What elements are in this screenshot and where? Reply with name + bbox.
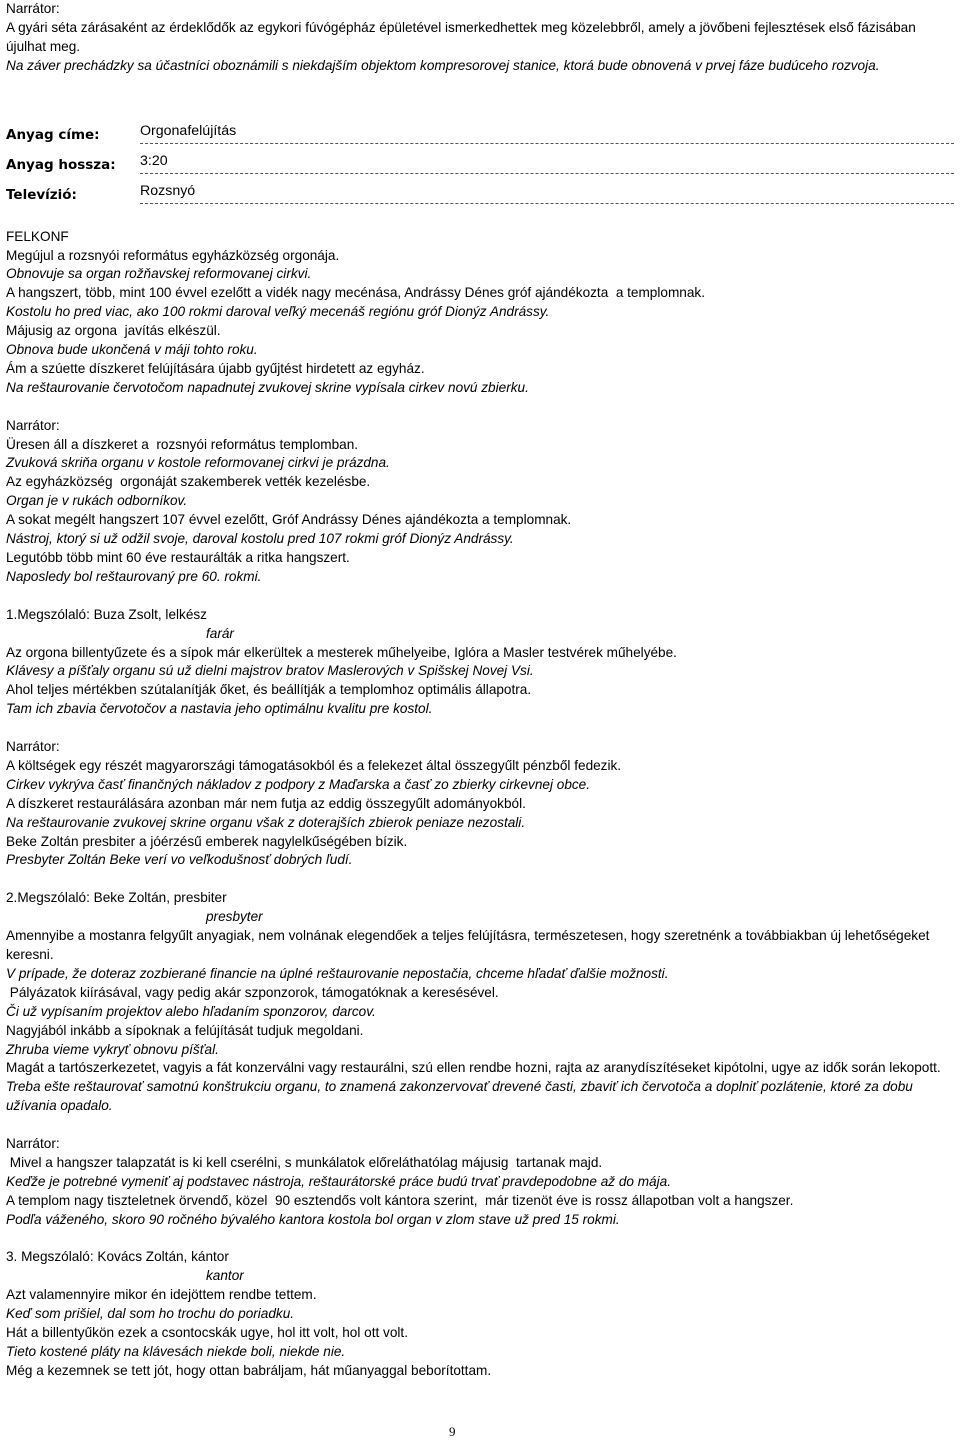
text-line: A költségek egy részét magyarországi támogatásokból és a felekezet által összegyűlt pénzből fedezik. (6, 757, 622, 773)
text-line: Beke Zoltán presbiter a jóérzésű emberek nagylelkűségében bízik. (6, 833, 408, 849)
translation-line: Nástroj, ktorý si už odžil svoje, daroval kostolu pred 107 rokmi gróf Dionýz Andrássy. (6, 531, 514, 547)
text-line: A templom nagy tiszteletnek örvendő, közel 90 esztendős volt kántora szerint, már tizenöt éve is rossz állapotban volt a hangszer. (6, 1192, 794, 1208)
translation-line: V prípade, že doteraz zozbierané financie na úplné reštaurovanie nepostačia, chceme hľadať ďalšie možnosti. (6, 965, 669, 981)
translation-line: Tieto kostené pláty na klávesách niekde boli, niekde nie. (6, 1344, 346, 1359)
text-line: A gyári séta zárásaként az érdeklődők az egykori fúvógépház épületével ismerkedhettek meg közelebbről, amely a jövőbeni fejlesztések első fázisában újulhat meg. (6, 19, 920, 54)
intro-section (6, 0, 954, 76)
translation-line: Organ je v rukách odborníkov. (6, 493, 188, 509)
text-line: Azt valamennyire mikor én idejöttem rendbe tettem. (6, 1287, 317, 1303)
text-line: Még a kezemnek se tett jót, hogy ottan babráljam, hát műanyaggal beborítottam. (6, 1362, 492, 1378)
text-line: 2.Megszólaló: Beke Zoltán, presbiter (6, 890, 227, 906)
text-line: Narrátor: (6, 1136, 60, 1152)
translation-line: Kostolu ho pred viac, ako 100 rokmi daroval veľký mecenáš regiónu gróf Dionýz Andrássy. (6, 304, 550, 320)
translation-line: Obnovuje sa organ rožňavskej reformovanej cirkvi. (6, 266, 312, 282)
text-line: Legutóbb több mint 60 éve restaurálták a ritka hangszert. (6, 550, 350, 566)
translation-line: Na reštaurovanie červotočom napadnutej zvukovej skrine vypísala cirkev novú zbierku. (6, 379, 529, 395)
text-line: Ám a szúette díszkeret felújítására újabb gyűjtést hirdetett az egyház. (6, 360, 425, 376)
text-line: 3. Megszólaló: Kovács Zoltán, kántor (6, 1249, 229, 1265)
translation-line: Cirkev vykrýva časť finančných nákladov z podpory z Maďarska a časť zo zbierky cirkevnej obce. (6, 776, 591, 792)
translation-line: Tam ich zbavia červotočov a nastavia jeho optimálnu kvalitu pre kostol. (6, 701, 433, 717)
paragraph-gap (6, 587, 954, 606)
tv-row (6, 174, 954, 204)
translation-line: Zvuková skriňa organu v kostole reformovanej cirkvi je prázdna. (6, 455, 390, 471)
text-line: A hangszert, több, mint 100 évvel ezelőtt a vidék nagy mecénása, Andrássy Dénes gróf ajándékozta a templomnak. (6, 285, 705, 301)
text-line: Hát a billentyűkön ezek a csontocskák ugye, hol itt volt, hol ott volt. (6, 1325, 408, 1341)
text-line: Narrátor: (6, 417, 60, 433)
text-line: Üresen áll a díszkeret a rozsnyói református templomban. (6, 436, 359, 452)
tv-label: Televízió: (6, 186, 77, 203)
translation-line: farár (206, 625, 234, 641)
translation-line: Na reštaurovanie zvukovej skrine organu však z doterajších zbierok peniaze nezostali. (6, 814, 526, 830)
paragraph-gap (6, 719, 954, 738)
translation-line: kantor (206, 1268, 244, 1284)
text-line: Megújul a rozsnyói református egyházközség orgonája. (6, 247, 340, 263)
text-line: Magát a tartószerkezetet, vagyis a fát konzerválni vagy restaurálni, szú ellen rendbe hozni, rajta az aranydíszítéseket kipótolni, ugye az idők során lekopott. (6, 1060, 941, 1076)
text-line: Narrátor: (6, 739, 60, 755)
paragraph-gap (6, 870, 954, 889)
translation-line: Či už vypísaním projektov alebo hľadaním sponzorov, darcov. (6, 1003, 376, 1019)
title-label: Anyag címe: (6, 126, 100, 143)
translation-line: Presbyter Zoltán Beke verí vo veľkodušnosť dobrých ľudí. (6, 852, 353, 868)
text-line: A sokat megélt hangszert 107 évvel ezelőtt, Gróf Andrássy Dénes ajándékozta a templomnak. (6, 512, 572, 528)
text-line: Amennyibe a mostanra felgyűlt anyagiak, nem volnának elegendőek a teljes felújításra, természetesen, hogy szeretnénk a továbbiakban új lehetőségeket keresni. (6, 928, 934, 962)
text-line: Narrátor: (6, 1, 60, 16)
title-value: Orgonafelújítás (140, 121, 954, 144)
text-line: Az egyházközség orgonáját szakemberek vették kezelésbe. (6, 474, 371, 490)
text-line: Az orgona billentyűzete és a sípok már elkerültek a mesterek műhelyeibe, Iglóra a Masler testvérek műhelyébe. (6, 644, 677, 660)
text-line: Nagyjából inkább a sípoknak a felújítását tudjuk megoldani. (6, 1022, 364, 1038)
text-line: FELKONF (6, 228, 69, 244)
paragraph-gap (6, 398, 954, 417)
translation-line: Treba ešte reštaurovať samotnú konštrukciu organu, to znamená zakonzervovať drevené časti, zbaviť ich červotoča a doplniť pozlátenie, ktoré za dobu užívania opadalo. (6, 1079, 917, 1114)
paragraph-gap (6, 1116, 954, 1135)
translation-line: Zhruba vieme vykryť obnovu píšťal. (6, 1041, 219, 1057)
text-line: Mivel a hangszer talapzatát is ki kell cserélni, s munkálatok előreláthatólag májusig tartanak majd. (6, 1154, 603, 1170)
title-row (6, 114, 954, 144)
script-body (6, 228, 954, 1381)
translation-line: Podľa váženého, skoro 90 ročného bývalého kantora kostola bol organ v zlom stave už pred 15 rokmi. (6, 1211, 620, 1227)
document-page (6, 0, 954, 1440)
translation-line: Keďže je potrebné vymeniť aj podstavec nástroja, reštaurátorské práce budú trvať pravdepodobne až do mája. (6, 1173, 671, 1189)
paragraph-gap (6, 1230, 954, 1249)
translation-line: Klávesy a píšťaly organu sú už dielni majstrov bratov Maslerových v Spišskej Novej Vsi. (6, 663, 534, 679)
text-line: A díszkeret restaurálására azonban már nem futja az eddig összegyűlt adományokból. (6, 795, 526, 811)
translation-line: Naposledy bol reštaurovaný pre 60. rokmi. (6, 568, 262, 584)
translation-line: Keď som prišiel, dal som ho trochu do poriadku. (6, 1306, 295, 1322)
text-line: 1.Megszólaló: Buza Zsolt, lelkész (6, 606, 207, 622)
tv-value: Rozsnyó (140, 181, 954, 204)
text-line: Májusig az orgona javítás elkészül. (6, 323, 221, 339)
length-value: 3:20 (140, 151, 954, 174)
translation-line: Obnova bude ukončená v máji tohto roku. (6, 342, 258, 358)
translation-line: Na záver prechádzky sa účastníci oboznámili s niekdajším objektom kompresorovej stanice, ktorá bude obnovená v prvej fáze budúceho rozvoja. (6, 57, 880, 73)
page-number: 9 (449, 1424, 456, 1439)
translation-line: presbyter (206, 909, 263, 925)
length-label: Anyag hossza: (6, 156, 116, 173)
length-row (6, 144, 954, 174)
text-line: Ahol teljes mértékben szútalanítják őket, és beállítják a templomhoz optimális állapotra. (6, 682, 532, 698)
metadata-block (6, 114, 954, 204)
text-line: Pályázatok kiírásával, vagy pedig akár szponzorok, támogatóknak a keresésével. (6, 984, 499, 1000)
